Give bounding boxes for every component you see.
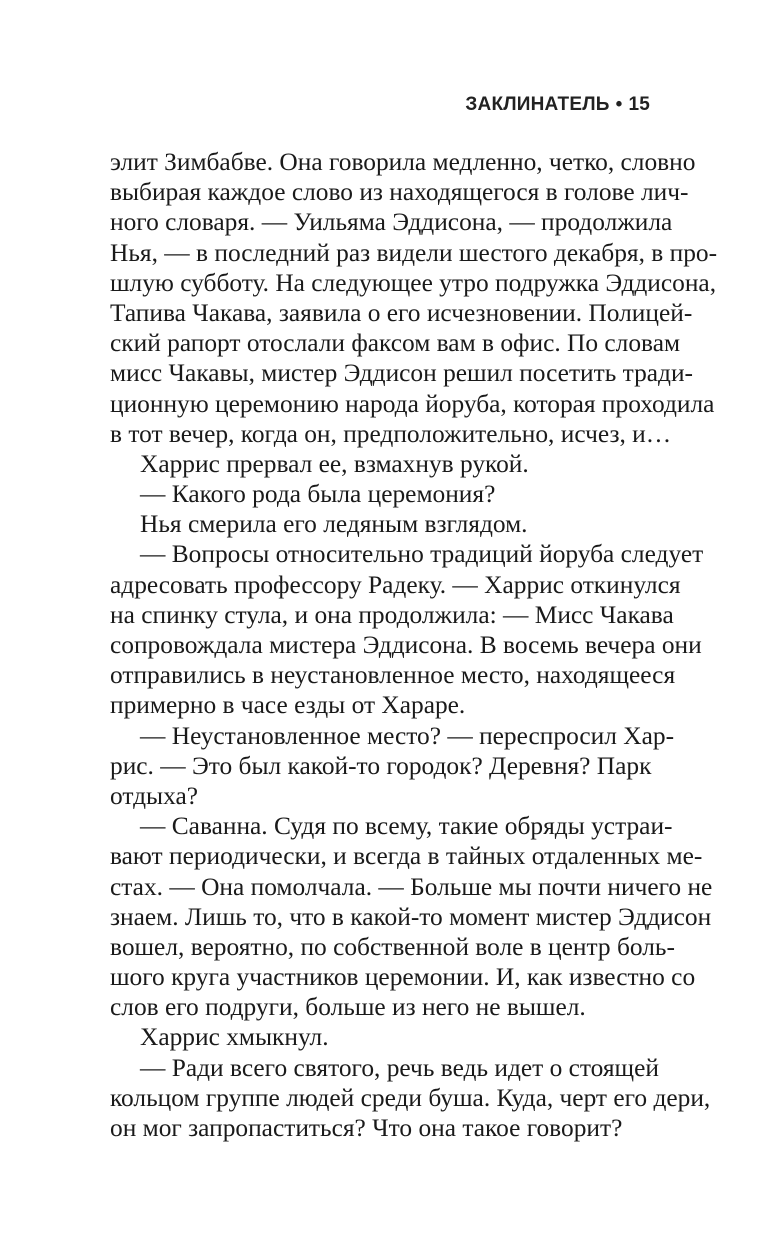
text-line: Харрис хмыкнул. (140, 1023, 329, 1052)
text-line: сопровождала мистера Эддисона. В восемь вечера они (110, 631, 702, 659)
text-line: — Неустановленное место? — переспросил Хар- (140, 721, 675, 750)
page-number: 15 (628, 94, 650, 115)
text-line: слов его подруги, больше из него не вышел. (110, 993, 586, 1022)
text-line: шого круга участников церемонии. И, как известно со (110, 963, 696, 992)
text-line: на спинку стула, и она продолжила: — Мисс Чакава (110, 600, 674, 629)
text-line: отправились в неустановленное место, находящееся (110, 661, 676, 690)
text-line: знаем. Лишь то, что в какой-то момент мистер Эддисон (110, 902, 712, 931)
text-line: шлую субботу. На следующее утро подружка Эддисона, (110, 268, 717, 297)
text-line: — Какого рода была церемония? (140, 480, 496, 509)
text-line: — Саванна. Судя по всему, такие обряды устраи- (140, 812, 673, 841)
book-title: ЗАКЛИНАТЕЛЬ (465, 94, 610, 115)
text-line: вошел, вероятно, по собственной воле в центр боль- (110, 932, 675, 961)
text-line: — Вопросы относительно традиций йоруба следует (140, 540, 704, 569)
text-line: ский рапорт отослали факсом вам в офис. По словам (110, 329, 681, 358)
text-line: адресовать профессору Радеку. — Харрис откинулся (110, 570, 681, 599)
text-line: Харрис прервал ее, взмахнув рукой. (140, 449, 529, 478)
text-line: Нья смерила его ледяным взглядом. (140, 510, 528, 539)
text-line: в тот вечер, когда он, предположительно, исчез, и… (110, 419, 672, 448)
text-line: примерно в часе езды от Хараре. (110, 691, 466, 720)
text-line: вают периодически, и всегда в тайных отдаленных ме- (110, 842, 703, 871)
text-line: отдыха? (110, 781, 198, 810)
text-line: выбирая каждое слово из находящегося в голове лич- (110, 178, 689, 207)
text-line: мисс Чакавы, мистер Эддисон решил посетить тради- (110, 359, 693, 388)
text-line: — Ради всего святого, речь ведь идет о стоящей (140, 1053, 659, 1082)
text-line: он мог запропаститься? Что она такое говорит? (110, 1114, 623, 1142)
header-separator: • (615, 94, 623, 115)
text-line: Нья, — в последний раз видели шестого декабря, в про- (110, 238, 718, 267)
text-line: Тапива Чакава, заявила о его исчезновении. Полицей- (110, 298, 693, 327)
text-line: ного словаря. — Уильяма Эддисона, — продолжила (110, 208, 673, 237)
text-line: кольцом группе людей среди буша. Куда, черт его дери, (110, 1083, 711, 1112)
text-line: элит Зимбабве. Она говорила медленно, четко, словно (110, 148, 696, 176)
running-head (465, 94, 650, 116)
text-line: ционную церемонию народа йоруба, которая проходила (110, 389, 715, 418)
text-line: стах. — Она помолчала. — Больше мы почти ничего не (110, 872, 713, 901)
text-line: рис. — Это был какой-то городок? Деревня? Парк (110, 751, 652, 780)
body-text (110, 147, 718, 1143)
